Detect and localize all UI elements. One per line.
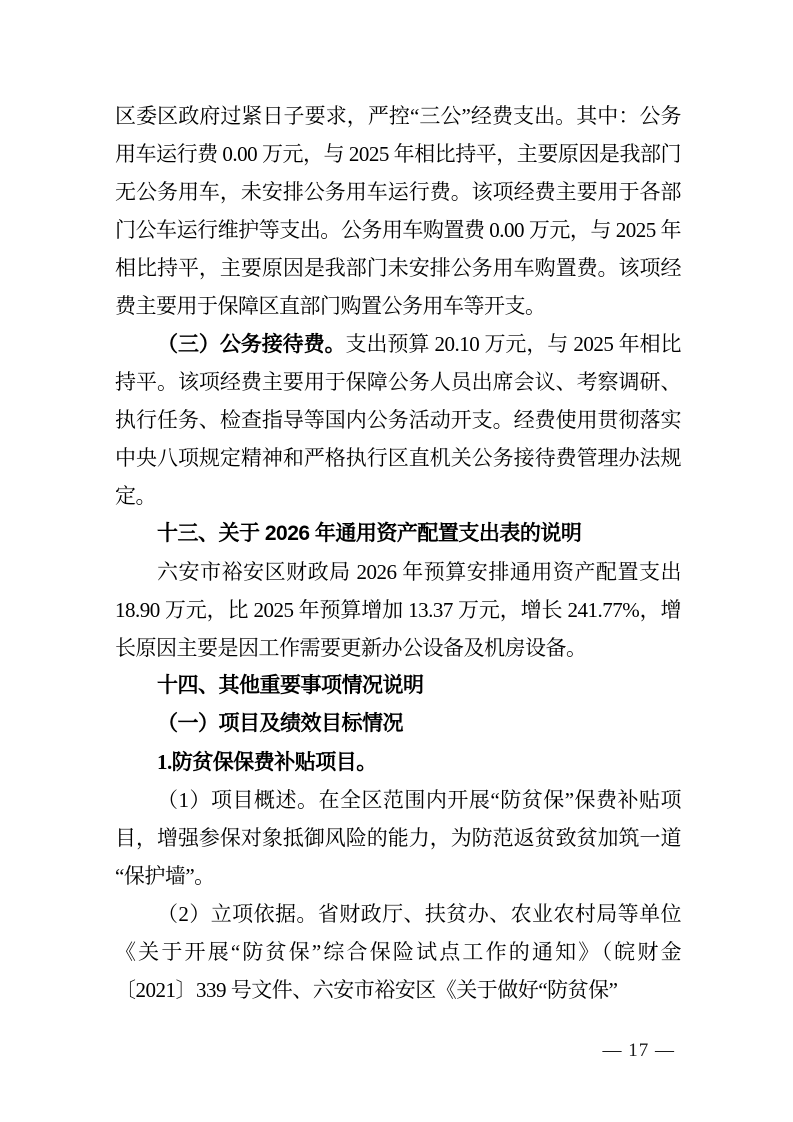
page-footer (603, 1040, 676, 1062)
paragraph-project-overview: （1）项目概述。在全区范围内开展“防贫保”保费补贴项目，增强参保对象抵御风险的能力，为防范返贫致贫加筑一道“保护墙”。 (115, 788, 681, 888)
paragraph-asset-allocation-budget: 六安市裕安区财政局 2026 年预算安排通用资产配置支出 18.90 万元，比 2025 年预算增加 13.37 万元，增长 241.77%，增长原因主要是因工作需要更新办公设备及机房设备。 (115, 560, 681, 660)
reception-fee-bold-lead: （三）公务接待费。 (157, 332, 346, 356)
paragraph-official-reception-fee (115, 325, 681, 515)
page-number: — 17 — (602, 1040, 675, 1061)
page-body-text (115, 97, 681, 1009)
heading-anti-poverty-insurance-project: 1.防贫保保费补贴项目。 (157, 750, 377, 774)
paragraph-three-public-funds-continuation: 区委区政府过紧日子要求，严控“三公”经费支出。其中：公务用车运行费 0.00 万元，与 2025 年相比持平，主要原因是我部门无公务用车，未安排公务用车运行费。该项经费主要用于各部门公车运行维护等支出。公务用车购置费 0.00 万元，与 2025 年相比持平，主要原因是我部门未安排公务用车购置费。该项经费主要用于保障区直部门购置公务用车等开支。 (115, 104, 681, 318)
heading-project-performance-targets: （一）项目及绩效目标情况 (157, 712, 403, 735)
heading-section-14-other-important-matters: 十四、其他重要事项情况说明 (157, 674, 424, 697)
heading-section-13-general-asset-allocation: 十三、关于 2026 年通用资产配置支出表的说明 (157, 522, 582, 545)
reception-fee-body-text: 支出预算 20.10 万元，与 2025 年相比持平。该项经费主要用于保障公务人员出席会议、考察调研、执行任务、检查指导等国内公务活动开支。经费使用贯彻落实中央八项规定精神和严格执行区直机关公务接待费管理办法规定。 (115, 332, 682, 508)
paragraph-project-basis: （2）立项依据。省财政厅、扶贫办、农业农村局等单位《关于开展“防贫保”综合保险试点工作的通知》（皖财金〔2021〕339 号文件、六安市裕安区《关于做好“防贫保” (115, 902, 681, 1002)
